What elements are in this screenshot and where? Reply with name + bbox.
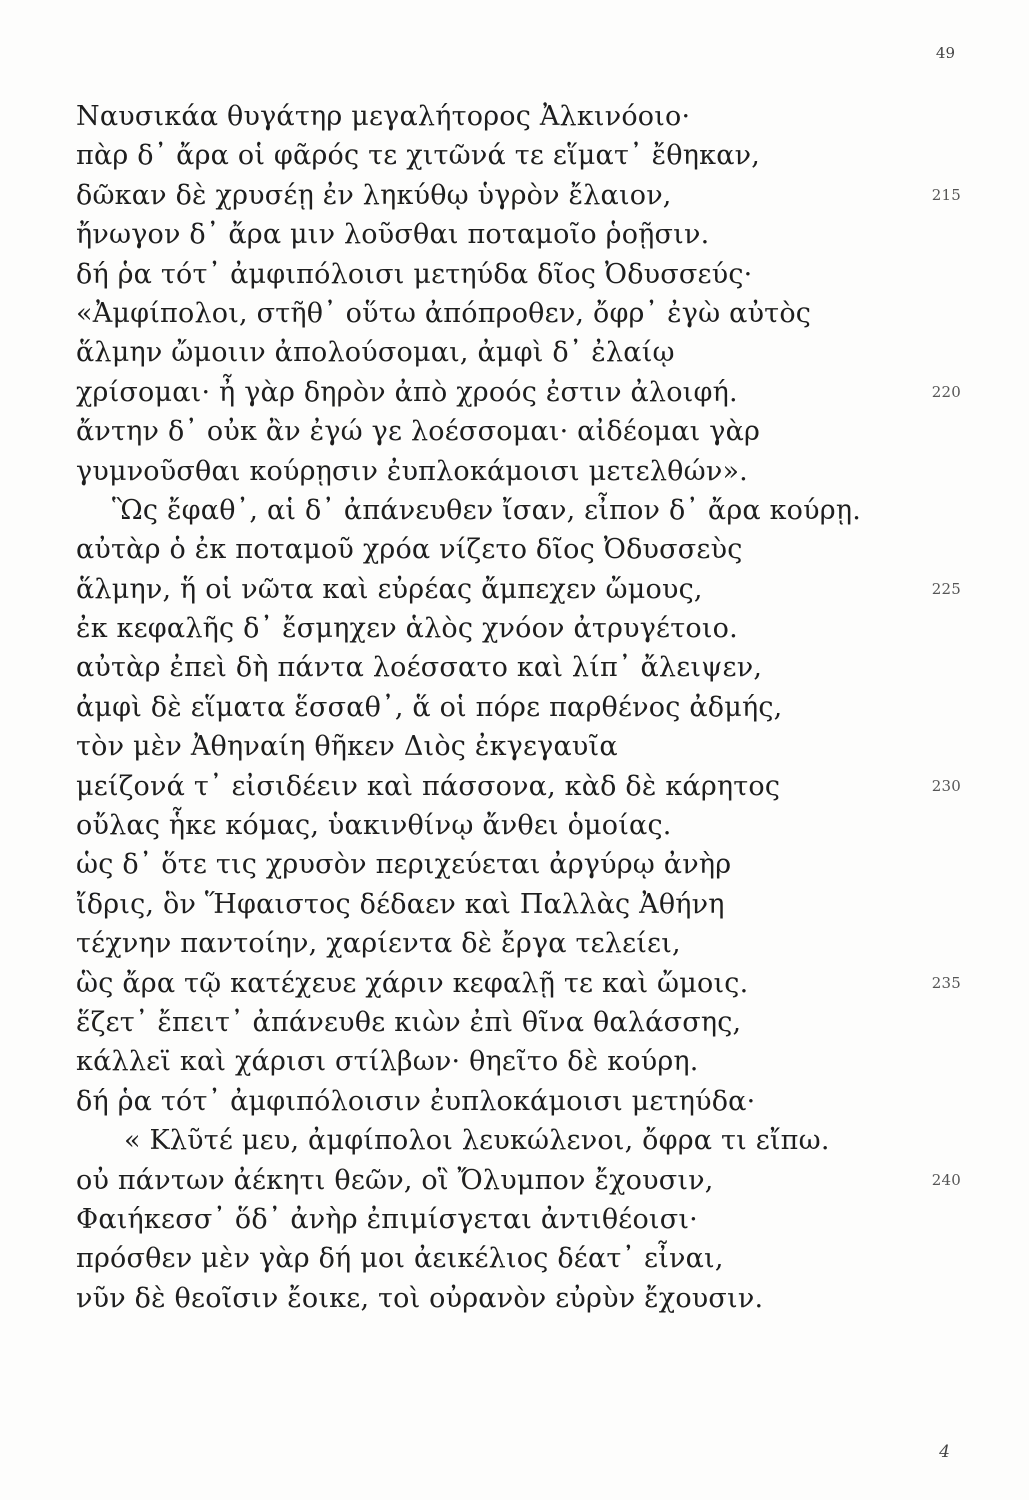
verse-text: δῶκαν δὲ χρυσέῃ ἐν ληκύθῳ ὑγρὸν ἔλαιον, bbox=[76, 179, 672, 211]
verse-text: ἄντην δ᾽ οὐκ ἂν ἐγώ γε λοέσσομαι· αἰδέομαι γὰρ bbox=[76, 416, 761, 448]
verse-text: δή ῥα τότ᾽ ἀμφιπόλοισιν ἐυπλοκάμοισι μετηύδα· bbox=[76, 1085, 756, 1117]
verse-text: ἤνωγον δ᾽ ἄρα μιν λοῦσθαι ποταμοῖο ῥοῇσιν. bbox=[76, 219, 710, 251]
verse-text: « Κλῦτέ μευ, ἀμφίπολοι λευκώλενοι, ὄφρα τι εἴπω. bbox=[124, 1125, 830, 1157]
verse-line bbox=[0, 255, 1029, 294]
verse-line bbox=[0, 412, 1029, 451]
poem-text bbox=[0, 97, 1029, 1318]
verse-line bbox=[0, 1121, 1029, 1160]
verse-line bbox=[0, 570, 1029, 609]
verse-line bbox=[0, 1003, 1029, 1042]
verse-text: αὐτὰρ ἐπεὶ δὴ πάντα λοέσσατο καὶ λίπ᾽ ἄλειψεν, bbox=[76, 652, 763, 684]
verse-text: ἅλμην, ἥ οἱ νῶτα καὶ εὐρέας ἄμπεχεν ὤμους, bbox=[76, 573, 703, 605]
verse-text: ἀμφὶ δὲ εἵματα ἕσσαθ᾽, ἅ οἱ πόρε παρθένος ἀδμής, bbox=[76, 691, 783, 723]
verse-line bbox=[0, 491, 1029, 530]
verse-line bbox=[0, 885, 1029, 924]
verse-line bbox=[0, 1042, 1029, 1081]
verse-line bbox=[0, 452, 1029, 491]
verse-text: Ναυσικάα θυγάτηρ μεγαλήτορος Ἀλκινόοιο· bbox=[76, 101, 691, 132]
line-number: 215 bbox=[931, 185, 961, 204]
verse-text: ἐκ κεφαλῆς δ᾽ ἔσμηχεν ἁλὸς χνόον ἀτρυγέτοιο. bbox=[76, 613, 738, 645]
verse-line bbox=[0, 845, 1029, 884]
verse-text: τὸν μὲν Ἀθηναίη θῆκεν Διὸς ἐκγεγαυῖα bbox=[76, 731, 618, 763]
verse-text: δή ῥα τότ᾽ ἀμφιπόλοισι μετηύδα δῖος Ὀδυσσεύς· bbox=[76, 258, 753, 290]
verse-text: Ὣς ἔφαθ᾽, αἱ δ᾽ ἀπάνευθεν ἴσαν, εἶπον δ᾽ ἄρα κούρῃ. bbox=[112, 494, 861, 526]
verse-line bbox=[0, 136, 1029, 175]
verse-line bbox=[0, 1239, 1029, 1278]
verse-line bbox=[0, 806, 1029, 845]
page-number: 49 bbox=[935, 44, 955, 62]
verse-text: μείζονά τ᾽ εἰσιδέειν καὶ πάσσονα, κὰδ δὲ κάρητος bbox=[76, 770, 781, 802]
verse-text: γυμνοῦσθαι κούρῃσιν ἐυπλοκάμοισι μετελθών». bbox=[76, 455, 748, 487]
verse-line bbox=[0, 727, 1029, 766]
verse-text: κάλλεϊ καὶ χάρισι στίλβων· θηεῖτο δὲ κούρη. bbox=[76, 1046, 699, 1078]
verse-text: πὰρ δ᾽ ἄρα οἱ φᾶρός τε χιτῶνά τε εἵματ᾽ ἔθηκαν, bbox=[76, 140, 761, 172]
verse-text: «Ἀμφίπολοι, στῆθ᾽ οὕτω ἀπόπροθεν, ὄφρ᾽ ἐγὼ αὐτὸς bbox=[76, 297, 812, 329]
verse-line bbox=[0, 333, 1029, 372]
verse-line bbox=[0, 767, 1029, 806]
verse-line bbox=[0, 648, 1029, 687]
verse-text: χρίσομαι· ἦ γὰρ δηρὸν ἀπὸ χροός ἐστιν ἀλοιφή. bbox=[76, 376, 738, 408]
verse-text: ἅλμην ὤμοιιν ἀπολούσομαι, ἀμφὶ δ᾽ ἐλαίῳ bbox=[76, 337, 675, 369]
verse-text: ὣς ἄρα τῷ κατέχευε χάριν κεφαλῇ τε καὶ ὤμοις. bbox=[76, 967, 749, 999]
verse-text: ὡς δ᾽ ὅτε τις χρυσὸν περιχεύεται ἀργύρῳ ἀνὴρ bbox=[76, 849, 732, 881]
verse-line bbox=[0, 964, 1029, 1003]
verse-line bbox=[0, 97, 1029, 136]
verse-line bbox=[0, 688, 1029, 727]
verse-line bbox=[0, 1161, 1029, 1200]
line-number: 220 bbox=[931, 382, 961, 401]
verse-line bbox=[0, 373, 1029, 412]
verse-line bbox=[0, 294, 1029, 333]
verse-text: ἴδρις, ὃν Ἥφαιστος δέδαεν καὶ Παλλὰς Ἀθήνη bbox=[76, 888, 725, 920]
verse-text: πρόσθεν μὲν γὰρ δή μοι ἀεικέλιος δέατ᾽ εἶναι, bbox=[76, 1243, 724, 1275]
verse-line bbox=[0, 609, 1029, 648]
verse-text: νῦν δὲ θεοῖσιν ἔοικε, τοὶ οὐρανὸν εὐρὺν ἔχουσιν. bbox=[76, 1282, 764, 1314]
verse-line bbox=[0, 1279, 1029, 1318]
verse-line bbox=[0, 1200, 1029, 1239]
verse-line bbox=[0, 215, 1029, 254]
line-number: 240 bbox=[931, 1170, 961, 1189]
verse-line bbox=[0, 1082, 1029, 1121]
verse-text: οὔλας ἧκε κόμας, ὑακινθίνῳ ἄνθει ὁμοίας. bbox=[76, 810, 672, 842]
verse-text: οὐ πάντων ἀέκητι θεῶν, οἳ Ὄλυμπον ἔχουσιν, bbox=[76, 1164, 714, 1196]
verse-text: αὐτὰρ ὁ ἐκ ποταμοῦ χρόα νίζετο δῖος Ὀδυσσεὺς bbox=[76, 534, 743, 566]
verse-text: Φαιήκεσσ᾽ ὅδ᾽ ἀνὴρ ἐπιμίσγεται ἀντιθέοισι· bbox=[76, 1203, 698, 1235]
verse-line bbox=[0, 924, 1029, 963]
verse-text: ἕζετ᾽ ἔπειτ᾽ ἀπάνευθε κιὼν ἐπὶ θῖνα θαλάσσης, bbox=[76, 1006, 742, 1038]
verse-text: τέχνην παντοίην, χαρίεντα δὲ ἔργα τελείει, bbox=[76, 928, 681, 960]
line-number: 225 bbox=[931, 579, 961, 598]
line-number: 230 bbox=[931, 776, 961, 795]
verse-line bbox=[0, 176, 1029, 215]
signature-mark: 4 bbox=[939, 1442, 950, 1462]
line-number: 235 bbox=[931, 973, 961, 992]
verse-line bbox=[0, 530, 1029, 569]
